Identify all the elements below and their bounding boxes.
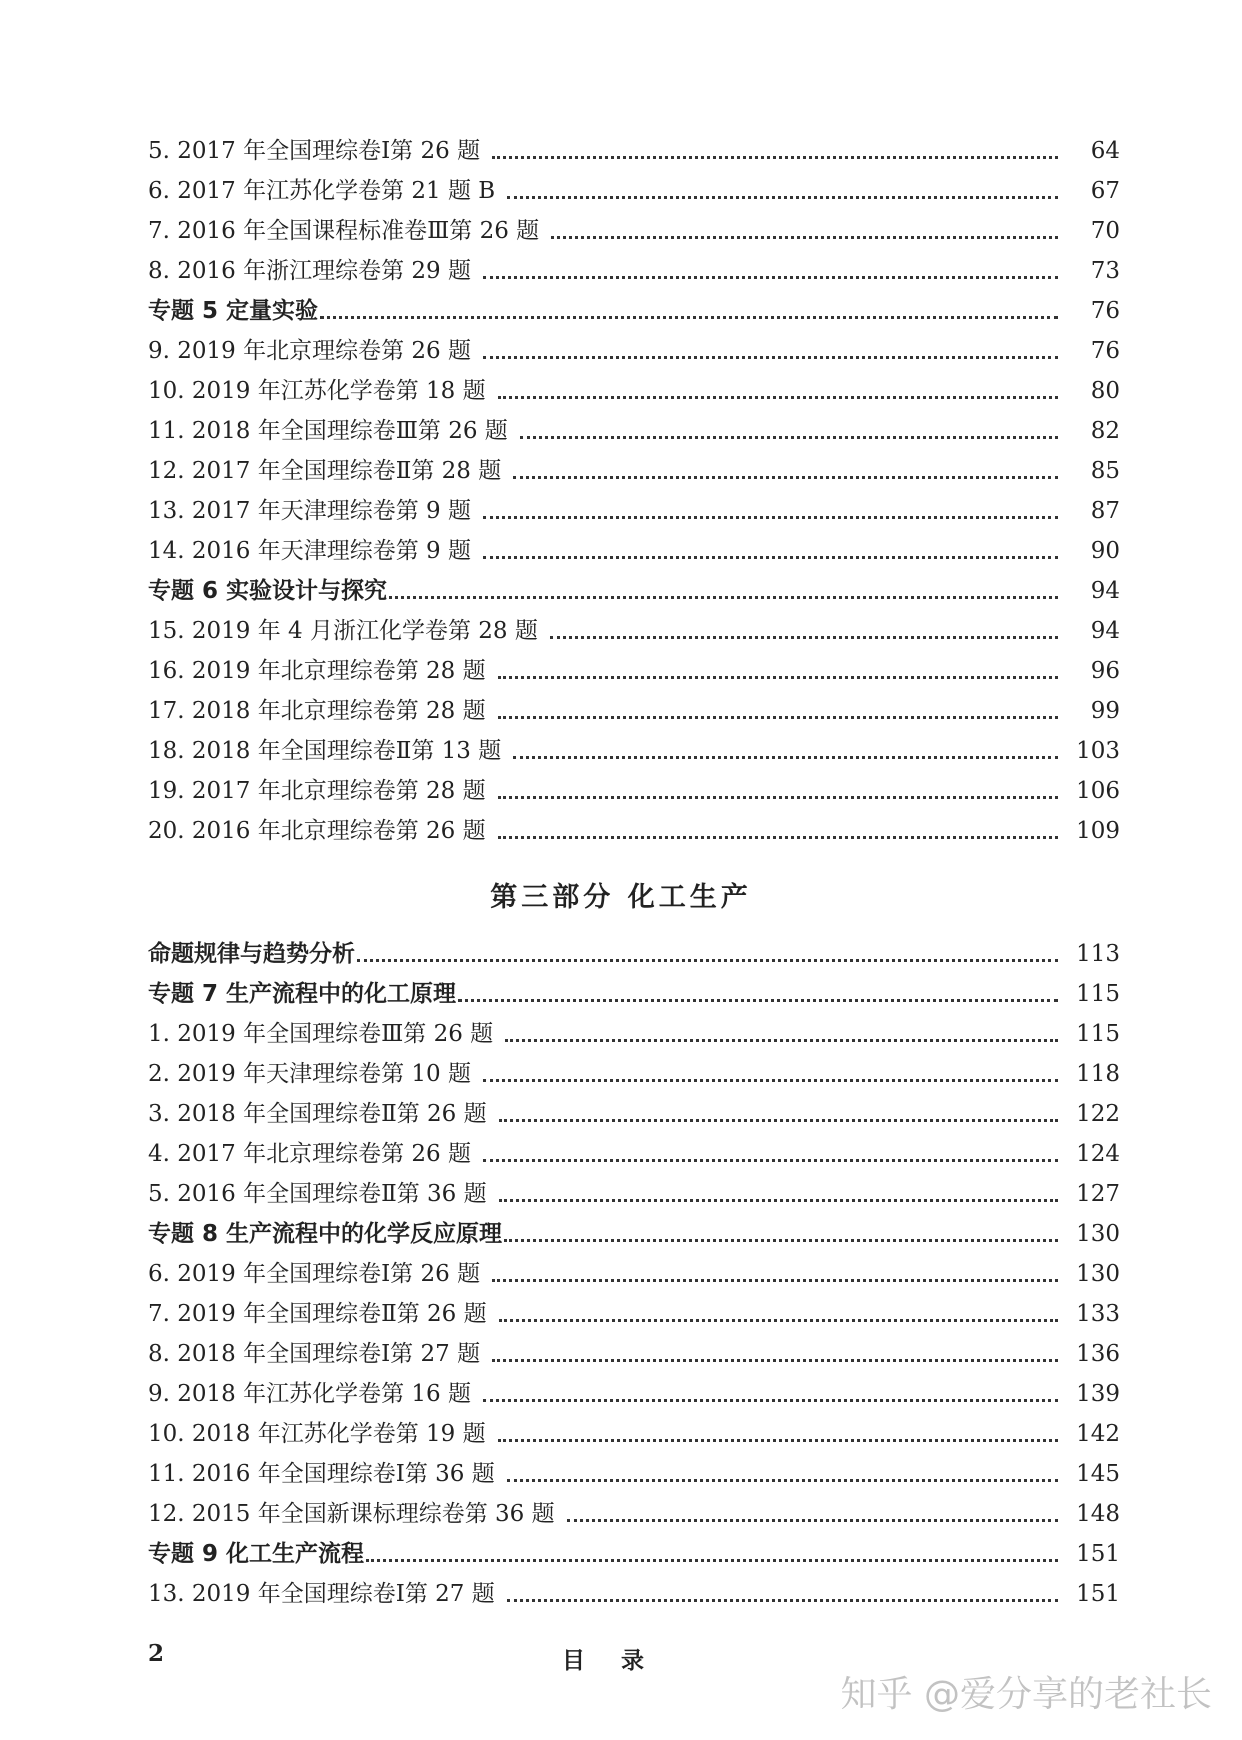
dot-leader (483, 515, 1058, 519)
toc-entry-title: 3. 2018 年全国理综卷Ⅱ第 26 题 (148, 1101, 487, 1127)
toc-heading (148, 1529, 1120, 1569)
dot-leader (499, 1118, 1058, 1122)
toc-entry-title: 1. 2019 年全国理综卷Ⅲ第 26 题 (148, 1021, 494, 1047)
toc-entry-page: 64 (1090, 138, 1120, 164)
toc-entry-title: 8. 2018 年全国理综卷Ⅰ第 27 题 (148, 1341, 481, 1367)
dot-leader (507, 195, 1058, 199)
toc-entry-title: 16. 2019 年北京理综卷第 28 题 (148, 658, 486, 684)
toc-entry-page: 148 (1076, 1501, 1120, 1527)
toc-entry-title: 专题 7 生产流程中的化工原理 (148, 981, 457, 1007)
dot-leader (520, 435, 1058, 439)
toc-heading (148, 969, 1120, 1009)
dot-leader (357, 958, 1058, 962)
toc-entry-page: 94 (1090, 578, 1120, 604)
dot-leader (483, 555, 1058, 559)
toc-entry (148, 686, 1120, 726)
dot-leader (320, 315, 1058, 319)
dot-leader (498, 715, 1058, 719)
dot-leader (513, 475, 1058, 479)
running-title: 目录 (562, 1648, 680, 1674)
toc-entry-title: 15. 2019 年 4 月浙江化学卷第 28 题 (148, 618, 538, 644)
toc-entry-page: 139 (1076, 1381, 1120, 1407)
toc-entry-title: 专题 5 定量实验 (148, 298, 319, 324)
dot-leader (504, 1238, 1058, 1242)
toc-entry-page: 151 (1076, 1541, 1120, 1567)
toc-entry-page: 115 (1076, 1021, 1120, 1047)
toc-entry-page: 76 (1090, 298, 1120, 324)
dot-leader (499, 1318, 1058, 1322)
toc-entry-title: 2. 2019 年天津理综卷第 10 题 (148, 1061, 471, 1087)
toc-entry-page: 96 (1090, 658, 1120, 684)
dot-leader (458, 998, 1058, 1002)
dot-leader (492, 1278, 1058, 1282)
toc-entry-page: 130 (1076, 1221, 1120, 1247)
toc-entry (148, 246, 1120, 286)
toc-entry-title: 7. 2016 年全国课程标准卷Ⅲ第 26 题 (148, 218, 540, 244)
toc-entry-page: 145 (1076, 1461, 1120, 1487)
toc-entry-page: 82 (1090, 418, 1120, 444)
toc-entry-page: 85 (1090, 458, 1120, 484)
toc-entry-title: 13. 2019 年全国理综卷Ⅰ第 27 题 (148, 1581, 495, 1607)
toc-entry (148, 806, 1120, 846)
toc-entry (148, 1129, 1120, 1169)
watermark: 知乎 @爱分享的老社长 (840, 1674, 1212, 1715)
toc-entry-page: 151 (1076, 1581, 1120, 1607)
toc-entry-page: 133 (1076, 1301, 1120, 1327)
toc-entry (148, 206, 1120, 246)
toc-entry (148, 326, 1120, 366)
toc-entry-title: 7. 2019 年全国理综卷Ⅱ第 26 题 (148, 1301, 487, 1327)
toc-entry (148, 1569, 1120, 1609)
toc-entry-title: 12. 2017 年全国理综卷Ⅱ第 28 题 (148, 458, 502, 484)
toc-entry (148, 646, 1120, 686)
toc-entry-title: 4. 2017 年北京理综卷第 26 题 (148, 1141, 471, 1167)
dot-leader (483, 1078, 1058, 1082)
toc-entry-page: 127 (1076, 1181, 1120, 1207)
toc-entry-title: 专题 9 化工生产流程 (148, 1541, 365, 1567)
toc-entry-page: 76 (1090, 338, 1120, 364)
toc-entry-title: 9. 2018 年江苏化学卷第 16 题 (148, 1381, 471, 1407)
toc-entry-page: 122 (1076, 1101, 1120, 1127)
toc-entry (148, 1049, 1120, 1089)
toc-entry (148, 526, 1120, 566)
dot-leader (492, 155, 1058, 159)
toc-entry-page: 136 (1076, 1341, 1120, 1367)
toc-entry-title: 13. 2017 年天津理综卷第 9 题 (148, 498, 471, 524)
dot-leader (499, 1198, 1058, 1202)
toc-entry-page: 90 (1090, 538, 1120, 564)
toc-entry-page: 99 (1090, 698, 1120, 724)
toc-entry-title: 11. 2016 年全国理综卷Ⅰ第 36 题 (148, 1461, 495, 1487)
toc-entry-page: 118 (1076, 1061, 1120, 1087)
dot-leader (389, 595, 1058, 599)
toc-entry-title: 专题 6 实验设计与探究 (148, 578, 388, 604)
dot-leader (498, 675, 1058, 679)
toc-entry-title: 10. 2019 年江苏化学卷第 18 题 (148, 378, 486, 404)
toc-entry-title: 12. 2015 年全国新课标理综卷第 36 题 (148, 1501, 555, 1527)
dot-leader (366, 1558, 1058, 1562)
dot-leader (483, 355, 1058, 359)
dot-leader (483, 1158, 1058, 1162)
dot-leader (498, 395, 1058, 399)
toc-entry (148, 1249, 1120, 1289)
toc-entry-title: 11. 2018 年全国理综卷Ⅲ第 26 题 (148, 418, 508, 444)
toc-entry (148, 726, 1120, 766)
toc-entry-page: 87 (1090, 498, 1120, 524)
dot-leader (567, 1518, 1058, 1522)
toc-entry-title: 6. 2017 年江苏化学卷第 21 题 B (148, 178, 496, 204)
toc-entry-page: 142 (1076, 1421, 1120, 1447)
toc-entry-title: 20. 2016 年北京理综卷第 26 题 (148, 818, 486, 844)
dot-leader (550, 635, 1058, 639)
toc-entry (148, 486, 1120, 526)
dot-leader (505, 1038, 1058, 1042)
dot-leader (483, 275, 1058, 279)
toc-entry (148, 606, 1120, 646)
toc-heading (148, 286, 1120, 326)
toc-entry (148, 1329, 1120, 1369)
toc-entry-title: 5. 2016 年全国理综卷Ⅱ第 36 题 (148, 1181, 487, 1207)
toc-entry (148, 1169, 1120, 1209)
toc-entry-page: 115 (1076, 981, 1120, 1007)
dot-leader (498, 1438, 1058, 1442)
toc-entry-title: 18. 2018 年全国理综卷Ⅱ第 13 题 (148, 738, 502, 764)
toc-entry-page: 130 (1076, 1261, 1120, 1287)
toc-entry (148, 766, 1120, 806)
toc-entry-page: 80 (1090, 378, 1120, 404)
dot-leader (513, 755, 1058, 759)
toc-entry-title: 17. 2018 年北京理综卷第 28 题 (148, 698, 486, 724)
toc-entry (148, 366, 1120, 406)
dot-leader (483, 1398, 1058, 1402)
toc-entry-title: 专题 8 生产流程中的化学反应原理 (148, 1221, 503, 1247)
dot-leader (507, 1598, 1058, 1602)
dot-leader (498, 795, 1058, 799)
toc-entry (148, 1369, 1120, 1409)
toc-entry (148, 1449, 1120, 1489)
dot-leader (498, 835, 1058, 839)
toc-entry-page: 106 (1076, 778, 1120, 804)
toc-entry-page: 73 (1090, 258, 1120, 284)
toc-heading (148, 1209, 1120, 1249)
toc-entry (148, 1409, 1120, 1449)
toc-entry-title: 19. 2017 年北京理综卷第 28 题 (148, 778, 486, 804)
toc-entry (148, 166, 1120, 206)
toc-entry-title: 6. 2019 年全国理综卷Ⅰ第 26 题 (148, 1261, 481, 1287)
toc-entry (148, 1489, 1120, 1529)
toc-entry (148, 126, 1120, 166)
toc-entry-title: 命题规律与趋势分析 (148, 941, 355, 967)
toc-entry-page: 109 (1076, 818, 1120, 844)
toc-entry-title: 8. 2016 年浙江理综卷第 29 题 (148, 258, 471, 284)
toc-entry (148, 1289, 1120, 1329)
toc-entry-title: 10. 2018 年江苏化学卷第 19 题 (148, 1421, 486, 1447)
toc-heading (148, 929, 1120, 969)
toc-entry-page: 124 (1076, 1141, 1120, 1167)
toc-entry (148, 446, 1120, 486)
toc-entry-title: 9. 2019 年北京理综卷第 26 题 (148, 338, 471, 364)
toc-heading (148, 566, 1120, 606)
toc-entry (148, 406, 1120, 446)
dot-leader (507, 1478, 1058, 1482)
toc-entry-page: 113 (1076, 941, 1120, 967)
part-title: 第三部分 化工生产 (490, 882, 752, 913)
toc-entry-title: 5. 2017 年全国理综卷Ⅰ第 26 题 (148, 138, 481, 164)
toc-entry (148, 1089, 1120, 1129)
dot-leader (551, 235, 1058, 239)
toc-entry-page: 103 (1076, 738, 1120, 764)
dot-leader (492, 1358, 1058, 1362)
toc-entry (148, 1009, 1120, 1049)
toc-entry-page: 67 (1090, 178, 1120, 204)
page-number: 2 (148, 1640, 165, 1667)
toc-entry-page: 70 (1090, 218, 1120, 244)
toc-entry-title: 14. 2016 年天津理综卷第 9 题 (148, 538, 471, 564)
toc-entry-page: 94 (1090, 618, 1120, 644)
